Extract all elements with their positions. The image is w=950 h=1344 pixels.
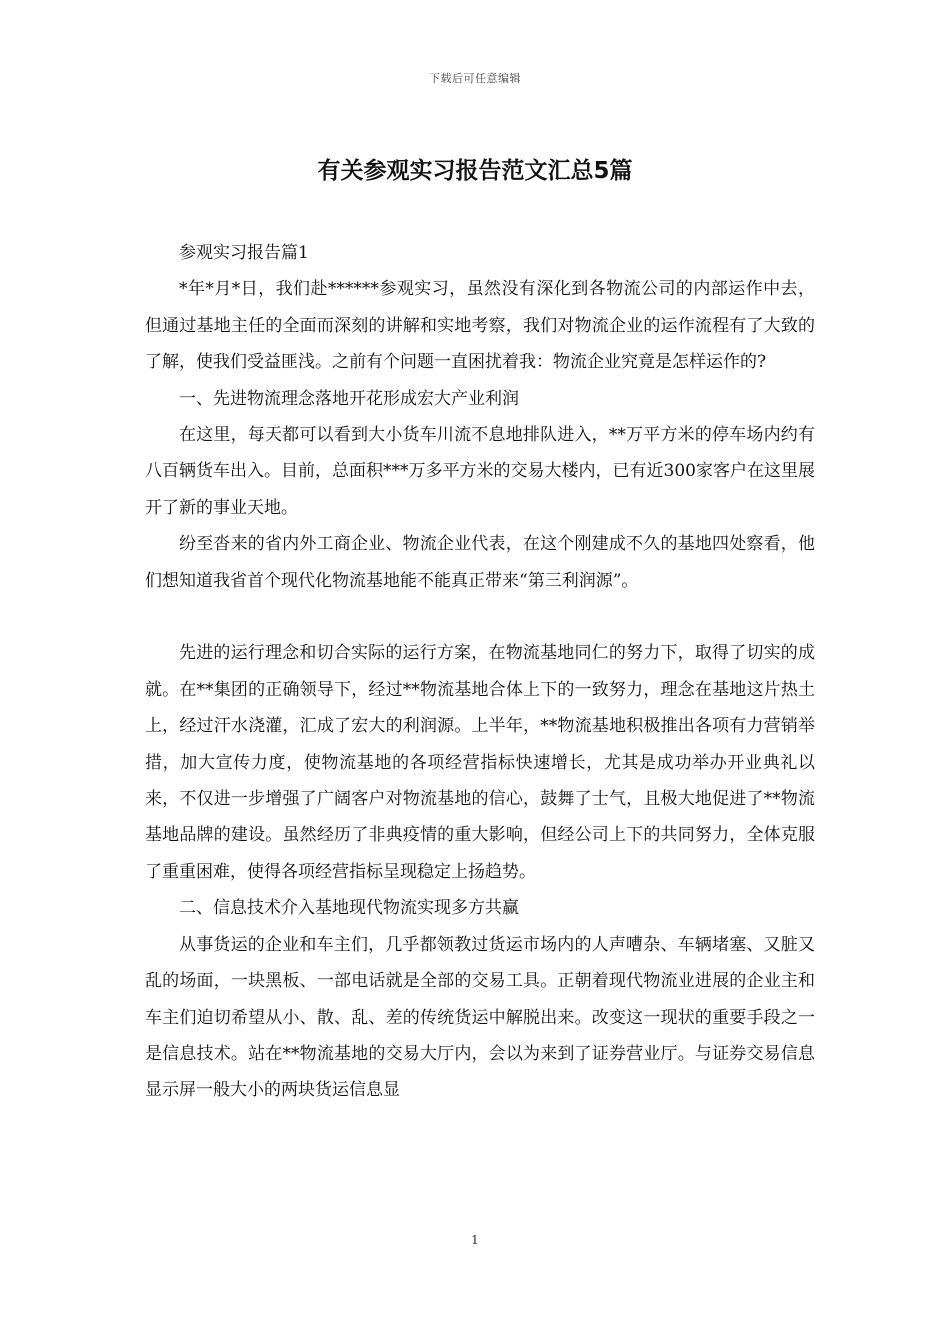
paragraph-intro: *年*月*日，我们赴******参观实习，虽然没有深化到各物流公司的内部运作中去，但通过基地主任的全面而深刻的讲解和实地考察，我们对物流企业的运作流程有了大致的了解，使我们受益匪浅。之前有个问题一直困扰着我：物流企业究竟是怎样运作的?	[145, 279, 815, 373]
section-heading-1: 一、先进物流理念落地开花形成宏大产业利润	[179, 388, 519, 409]
blank-line	[145, 599, 815, 635]
paragraph-information-technology: 从事货运的企业和车主们，几乎都领教过货运市场内的人声嘈杂、车辆堵塞、又脏又乱的场面，一块黑板、一部电话就是全部的交易工具。正朝着现代物流业进展的企业主和车主们迫切希望从小、散、乱、差的传统货运中解脱出来。改变这一现状的重要手段之一是信息技术。站在**物流基地的交易大厅内，会以为来到了证券营业厅。与证券交易信息显示屏一般大小的两块货运信息显	[145, 934, 815, 1101]
paragraph-trucks: 在这里，每天都可以看到大小货车川流不息地排队进入，**万平方米的停车场内约有八百辆货车出入。目前，总面积***万多平方米的交易大楼内，已有近300家客户在这里展开了新的事业天地。	[145, 425, 815, 518]
document-body	[145, 235, 815, 1109]
document-title: 有关参观实习报告范文汇总5篇	[317, 158, 633, 184]
page-header-note: 下载后可任意编辑	[429, 72, 521, 85]
paragraph-achievements: 先进的运行理念和切合实际的运行方案，在物流基地同仁的努力下，取得了切实的成就。在**集团的正确领导下，经过**物流基地合体上下的一致努力，理念在基地这片热土上，经过汗水浇灌，汇成了宏大的利润源。上半年，**物流基地积极推出各项有力营销举措，加大宣传力度，使物流基地的各项经营指标快速增长，尤其是成功举办开业典礼以来，不仅进一步增强了广阔客户对物流基地的信心，鼓舞了士气，且极大地促进了**物流基地品牌的建设。虽然经历了非典疫情的重大影响，但经公司上下的共同努力，全体克服了重重困难，使得各项经营指标呈现稳定上扬趋势。	[145, 643, 815, 882]
paragraph-visitors: 纷至沓来的省内外工商企业、物流企业代表，在这个刚建成不久的基地四处察看，他们想知道我省首个现代化物流基地能不能真正带来“第三利润源”。	[145, 534, 815, 591]
section-label: 参观实习报告篇1	[179, 243, 309, 263]
page-number: 1	[471, 1233, 479, 1247]
section-heading-2: 二、信息技术介入基地现代物流实现多方共赢	[179, 898, 519, 919]
